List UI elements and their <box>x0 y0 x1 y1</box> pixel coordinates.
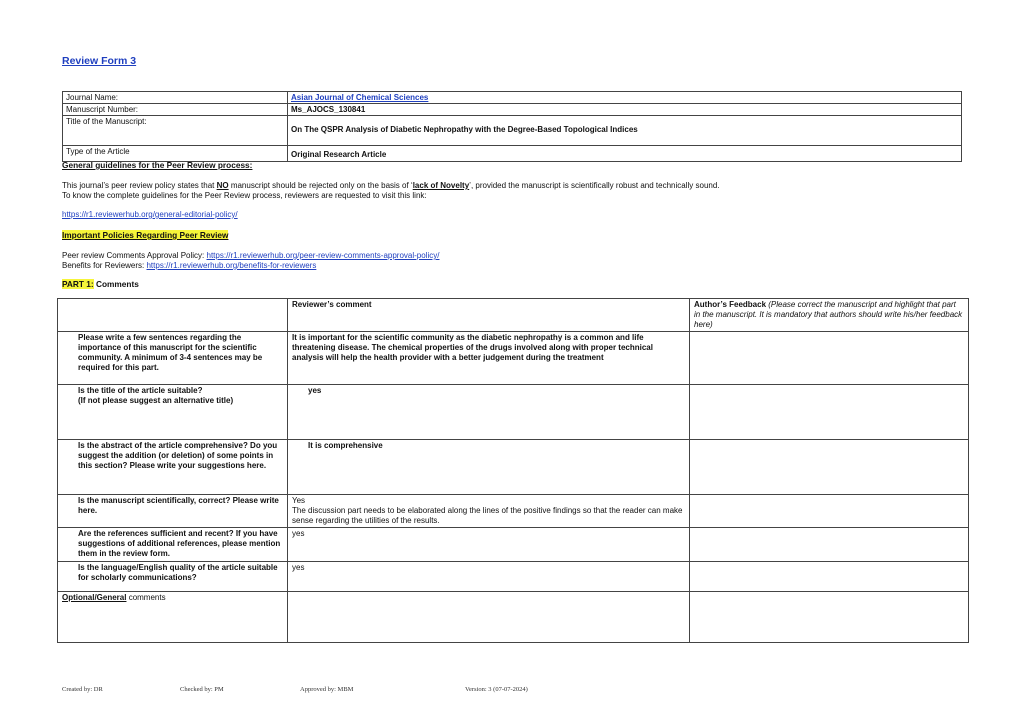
part1-heading: PART 1: Comments <box>62 279 139 289</box>
reviewer-comment[interactable]: It is important for the scientific community as the diabetic nephropathy is a common and life threatening disease. The chemical properties of the drugs involved along with proper technical analysis will help the health provider with a better judgement during the treatment <box>288 332 690 385</box>
author-feedback[interactable] <box>690 440 969 495</box>
comment-row <box>58 495 969 528</box>
meta-label: Journal Name: <box>63 92 288 104</box>
reviewer-comment[interactable]: yes <box>288 528 690 562</box>
manuscript-info-table <box>62 91 962 162</box>
comment-row <box>58 562 969 592</box>
footer-approved: Approved by: MBM <box>300 686 354 693</box>
meta-row-journal <box>63 92 962 104</box>
review-question: Is the manuscript scientifically, correct? Please write here. <box>58 495 288 528</box>
review-question: Is the title of the article suitable? (If not please suggest an alternative title) <box>58 385 288 440</box>
author-feedback[interactable] <box>690 332 969 385</box>
comment-row <box>58 385 969 440</box>
optional-comments-label: Optional/General comments <box>58 592 288 643</box>
policies-text: Peer review Comments Approval Policy: https://r1.reviewerhub.org/peer-review-comments-approval-policy/ Benefits for Reviewers: https://r1.reviewerhub.org/benefits-for-reviewers <box>62 251 440 270</box>
guidelines-text: This journal’s peer review policy states that NO manuscript should be rejected only on the basis of ‘lack of Novelty’, provided the manuscript is scientifically robust and technically sound. To know the complete guidelines for the Peer Review process, reviewers are requested to visit this link: <box>62 181 720 200</box>
author-feedback[interactable] <box>690 562 969 592</box>
author-feedback[interactable] <box>690 528 969 562</box>
comments-header-row <box>58 299 969 332</box>
footer-checked: Checked by: PM <box>180 686 224 693</box>
review-question: Please write a few sentences regarding the importance of this manuscript for the scientific community. A minimum of 3-4 sentences may be required for this part. <box>58 332 288 385</box>
reviewer-comment[interactable]: yes <box>288 562 690 592</box>
form-title: Review Form 3 <box>62 55 137 67</box>
guidelines-heading: General guidelines for the Peer Review process: <box>62 160 253 170</box>
meta-label: Type of the Article <box>63 146 288 162</box>
manuscript-number: Ms_AJOCS_130841 <box>288 104 962 116</box>
meta-label: Manuscript Number: <box>63 104 288 116</box>
comment-row <box>58 332 969 385</box>
review-question: Is the abstract of the article comprehensive? Do you suggest the addition (or deletion) of some points in this section? Please write your suggestions here. <box>58 440 288 495</box>
meta-label: Title of the Manuscript: <box>63 116 288 146</box>
reviewer-comment[interactable]: yes <box>288 385 690 440</box>
optional-comments-row <box>58 592 969 643</box>
footer-created: Created by: DR <box>62 686 103 693</box>
optional-author-cell[interactable] <box>690 592 969 643</box>
policies-heading: Important Policies Regarding Peer Review <box>62 230 229 240</box>
reviewer-comment[interactable]: It is comprehensive <box>288 440 690 495</box>
optional-comment-cell[interactable] <box>288 592 690 643</box>
approval-policy-link[interactable]: https://r1.reviewerhub.org/peer-review-comments-approval-policy/ <box>206 251 440 260</box>
author-feedback[interactable] <box>690 385 969 440</box>
footer-version: Version: 3 (07-07-2024) <box>465 686 528 693</box>
benefits-link[interactable]: https://r1.reviewerhub.org/benefits-for-reviewers <box>146 261 317 270</box>
meta-row-title <box>63 116 962 146</box>
lack-of-novelty-emphasis: lack of Novelty <box>412 181 470 190</box>
reviewer-comment[interactable]: Yes The discussion part needs to be elaborated along the lines of the positive findings so that the reader can make sense regarding the utilities of the results. <box>288 495 690 528</box>
author-feedback-header: Author’s Feedback (Please correct the manuscript and highlight that part in the manuscript. It is mandatory that authors should write his/her feedback here) <box>690 299 969 332</box>
comment-row <box>58 440 969 495</box>
journal-name-link[interactable]: Asian Journal of Chemical Sciences <box>291 93 429 102</box>
meta-row-manuscript-number <box>63 104 962 116</box>
editorial-policy-link[interactable]: https://r1.reviewerhub.org/general-editorial-policy/ <box>62 210 238 219</box>
manuscript-title: On The QSPR Analysis of Diabetic Nephropathy with the Degree-Based Topological Indices <box>288 116 962 146</box>
article-type: Original Research Article <box>288 146 962 162</box>
review-question: Is the language/English quality of the article suitable for scholarly communications? <box>58 562 288 592</box>
reviewer-comment-header: Reviewer’s comment <box>288 299 690 332</box>
comment-row <box>58 528 969 562</box>
author-feedback[interactable] <box>690 495 969 528</box>
no-emphasis: NO <box>216 181 229 190</box>
comments-table <box>57 298 969 643</box>
review-question: Are the references sufficient and recent? If you have suggestions of additional references, please mention them in the review form. <box>58 528 288 562</box>
